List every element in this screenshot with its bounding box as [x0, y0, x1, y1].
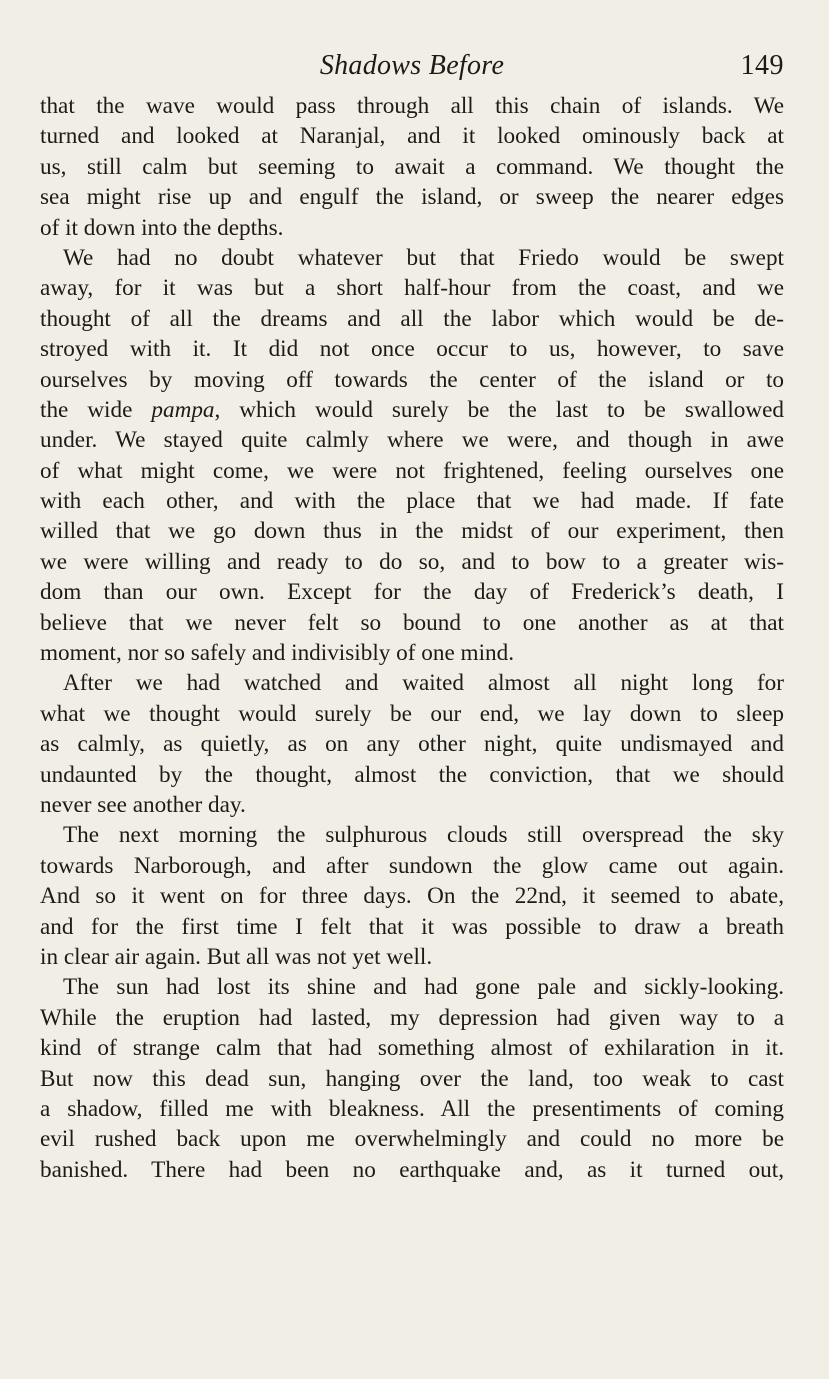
- text-line: never see another day.: [40, 791, 246, 818]
- text-line: believe that we never felt so bound to one another as at that: [40, 609, 784, 636]
- text-line: that the wave would pass through all this chain of islands. We: [40, 93, 784, 119]
- text-line-with-italic: [40, 395, 784, 425]
- text-line: undaunted by the thought, almost the conviction, that we should: [40, 761, 784, 788]
- paragraph-first-line: The sun had lost its shine and had gone pale and sickly-looking.: [63, 974, 784, 1001]
- page-number: 149: [740, 50, 784, 81]
- text-line: of what might come, we were not frightened, feeling ourselves one: [40, 457, 784, 484]
- text-line: stroyed with it. It did not once occur to us, however, to save: [40, 336, 784, 363]
- text-line: what we thought would surely be our end, we lay down to sleep: [40, 700, 784, 727]
- text-line: towards Narborough, and after sundown the glow came out again.: [40, 852, 784, 879]
- italic-word: pampa: [151, 396, 215, 423]
- text-line: as calmly, as quietly, as on any other night, quite undismayed and: [40, 731, 784, 758]
- text-line: evil rushed back upon me overwhelmingly and could no more be: [40, 1126, 784, 1153]
- text-line: thought of all the dreams and all the labor which would be de-: [40, 305, 784, 332]
- text-run: the wide: [40, 396, 152, 423]
- text-line: turned and looked at Naranjal, and it looked ominously back at: [40, 123, 784, 150]
- running-header: [40, 44, 784, 88]
- text-line: and for the first time I felt that it was possible to draw a breath: [40, 913, 784, 940]
- text-line: But now this dead sun, hanging over the land, too weak to cast: [40, 1065, 784, 1092]
- text-line: we were willing and ready to do so, and to bow to a greater wis-: [40, 548, 784, 575]
- text-line: And so it went on for three days. On the 22nd, it seemed to abate,: [40, 883, 784, 910]
- paragraph-first-line: We had no doubt whatever but that Friedo would be swept: [63, 244, 784, 271]
- text-line: dom than our own. Except for the day of Frederick’s death, I: [40, 579, 784, 606]
- text-run: , which would surely be the last to be swallowed: [214, 396, 784, 423]
- text-line: While the eruption had lasted, my depression had given way to a: [40, 1004, 784, 1031]
- paragraph-first-line: The next morning the sulphurous clouds still overspread the sky: [63, 822, 784, 849]
- text-line: sea might rise up and engulf the island, or sweep the nearer edges: [40, 184, 784, 211]
- text-line: in clear air again. But all was not yet well.: [40, 943, 433, 970]
- running-title: Shadows Before: [319, 50, 505, 81]
- body-text: [40, 91, 784, 1185]
- text-line: us, still calm but seeming to await a command. We thought the: [40, 153, 784, 180]
- text-line: willed that we go down thus in the midst of our experiment, then: [40, 518, 784, 545]
- text-line: with each other, and with the place that we had made. If fate: [40, 488, 784, 515]
- text-line: moment, nor so safely and indivisibly of one mind.: [40, 640, 514, 667]
- paragraph-first-line: After we had watched and waited almost all night long for: [63, 670, 784, 697]
- text-line: under. We stayed quite calmly where we were, and though in awe: [40, 427, 784, 454]
- text-line: kind of strange calm that had something almost of exhilaration in it.: [40, 1035, 784, 1062]
- text-line: away, for it was but a short half-hour from the coast, and we: [40, 275, 784, 302]
- text-line: a shadow, filled me with bleakness. All the presentiments of coming: [40, 1095, 784, 1122]
- text-line: of it down into the depths.: [40, 214, 284, 241]
- text-line: ourselves by moving off towards the center of the island or to: [40, 366, 784, 393]
- text-line: banished. There had been no earthquake and, as it turned out,: [40, 1156, 784, 1183]
